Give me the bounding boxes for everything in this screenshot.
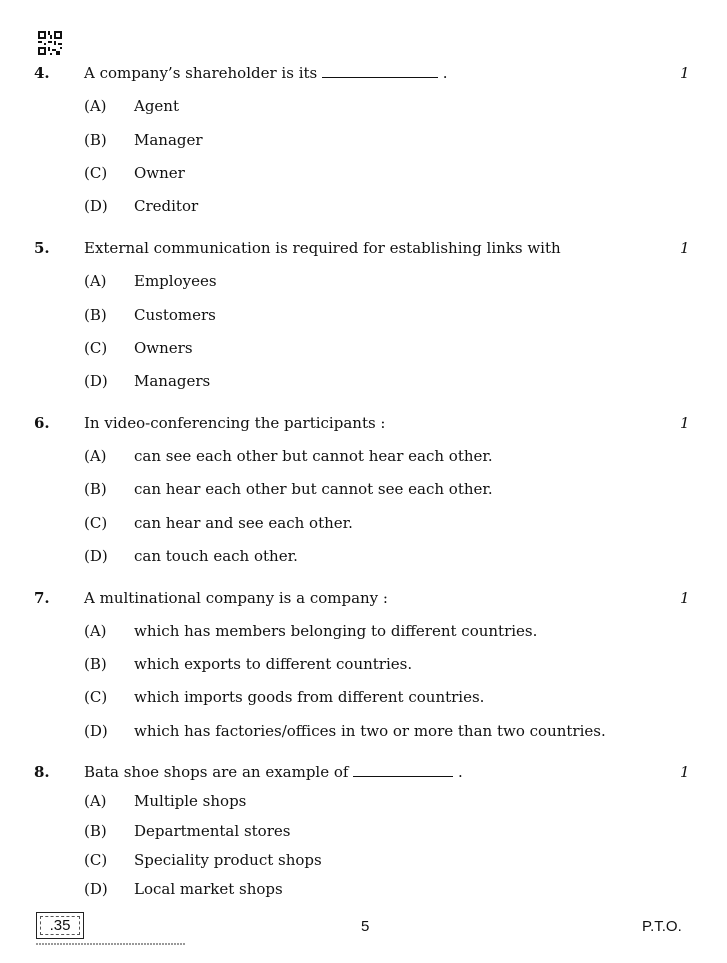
option-d: [0, 880, 727, 902]
option-a: [0, 447, 727, 469]
option-text: Creditor: [134, 197, 199, 215]
option-label: (D): [84, 197, 108, 215]
option-text: Multiple shops: [134, 792, 247, 810]
option-text: Owner: [134, 164, 185, 182]
option-text: can touch each other.: [134, 547, 298, 565]
question-4: [0, 64, 727, 88]
option-label: (C): [84, 339, 108, 357]
option-label: (A): [84, 272, 107, 290]
option-label: (A): [84, 622, 107, 640]
option-text: Owners: [134, 339, 193, 357]
option-text: which has factories/offices in two or more than two countries.: [134, 722, 606, 740]
question-marks: 1: [680, 414, 690, 432]
option-label: (C): [84, 164, 108, 182]
option-c: [0, 339, 727, 361]
option-label: (C): [84, 851, 108, 869]
option-a: [0, 97, 727, 119]
question-8: [0, 763, 727, 787]
option-d: [0, 372, 727, 394]
option-label: (B): [84, 480, 107, 498]
option-text: which exports to different countries.: [134, 655, 413, 673]
option-text: which imports goods from different countries.: [134, 688, 485, 706]
option-d: [0, 722, 727, 744]
option-label: (A): [84, 447, 107, 465]
option-label: (A): [84, 97, 107, 115]
question-marks: 1: [680, 239, 690, 257]
option-label: (B): [84, 822, 107, 840]
option-b: [0, 822, 727, 844]
option-label: (D): [84, 372, 108, 390]
option-text: can hear each other but cannot see each other.: [134, 480, 493, 498]
option-text: Employees: [134, 272, 217, 290]
question-number: 5.: [34, 239, 50, 257]
answer-blank: [353, 764, 453, 777]
question-6: [0, 414, 727, 438]
option-d: [0, 547, 727, 569]
option-c: [0, 514, 727, 536]
option-c: [0, 851, 727, 873]
option-d: [0, 197, 727, 219]
option-label: (A): [84, 792, 107, 810]
option-text: Agent: [134, 97, 179, 115]
option-label: (C): [84, 514, 108, 532]
paper-code: .35: [49, 917, 71, 934]
paper-code-box: [36, 912, 84, 939]
option-text: Manager: [134, 131, 203, 149]
page-number: 5: [361, 918, 370, 935]
option-b: [0, 655, 727, 677]
question-number: 6.: [34, 414, 50, 432]
question-text: In video-conferencing the participants :: [84, 414, 386, 432]
option-label: (C): [84, 688, 108, 706]
question-text: A company’s shareholder is its .: [84, 64, 448, 82]
question-text: External communication is required for establishing links with: [84, 239, 561, 257]
question-number: 4.: [34, 64, 50, 82]
question-marks: 1: [680, 64, 690, 82]
option-b: [0, 480, 727, 502]
question-number: 8.: [34, 763, 50, 781]
question-marks: 1: [680, 589, 690, 607]
option-text: can see each other but cannot hear each other.: [134, 447, 493, 465]
option-text: Departmental stores: [134, 822, 291, 840]
option-label: (D): [84, 547, 108, 565]
question-text: A multinational company is a company :: [84, 589, 388, 607]
option-a: [0, 622, 727, 644]
option-text: Managers: [134, 372, 211, 390]
option-a: [0, 792, 727, 814]
option-label: (B): [84, 655, 107, 673]
footer-fine-print-line: [36, 943, 186, 945]
option-text: Local market shops: [134, 880, 283, 898]
option-text: can hear and see each other.: [134, 514, 353, 532]
option-label: (B): [84, 131, 107, 149]
option-text: which has members belonging to different countries.: [134, 622, 538, 640]
option-a: [0, 272, 727, 294]
question-marks: 1: [680, 763, 690, 781]
option-b: [0, 306, 727, 328]
option-text: Customers: [134, 306, 216, 324]
option-label: (D): [84, 722, 108, 740]
option-label: (D): [84, 880, 108, 898]
answer-blank: [322, 65, 438, 78]
question-7: [0, 589, 727, 613]
option-label: (B): [84, 306, 107, 324]
option-b: [0, 131, 727, 153]
question-5: [0, 239, 727, 263]
question-number: 7.: [34, 589, 50, 607]
option-c: [0, 164, 727, 186]
please-turn-over: P.T.O.: [642, 918, 682, 935]
option-c: [0, 688, 727, 710]
question-text: Bata shoe shops are an example of .: [84, 763, 463, 781]
qr-code-icon: [38, 31, 62, 55]
option-text: Speciality product shops: [134, 851, 322, 869]
